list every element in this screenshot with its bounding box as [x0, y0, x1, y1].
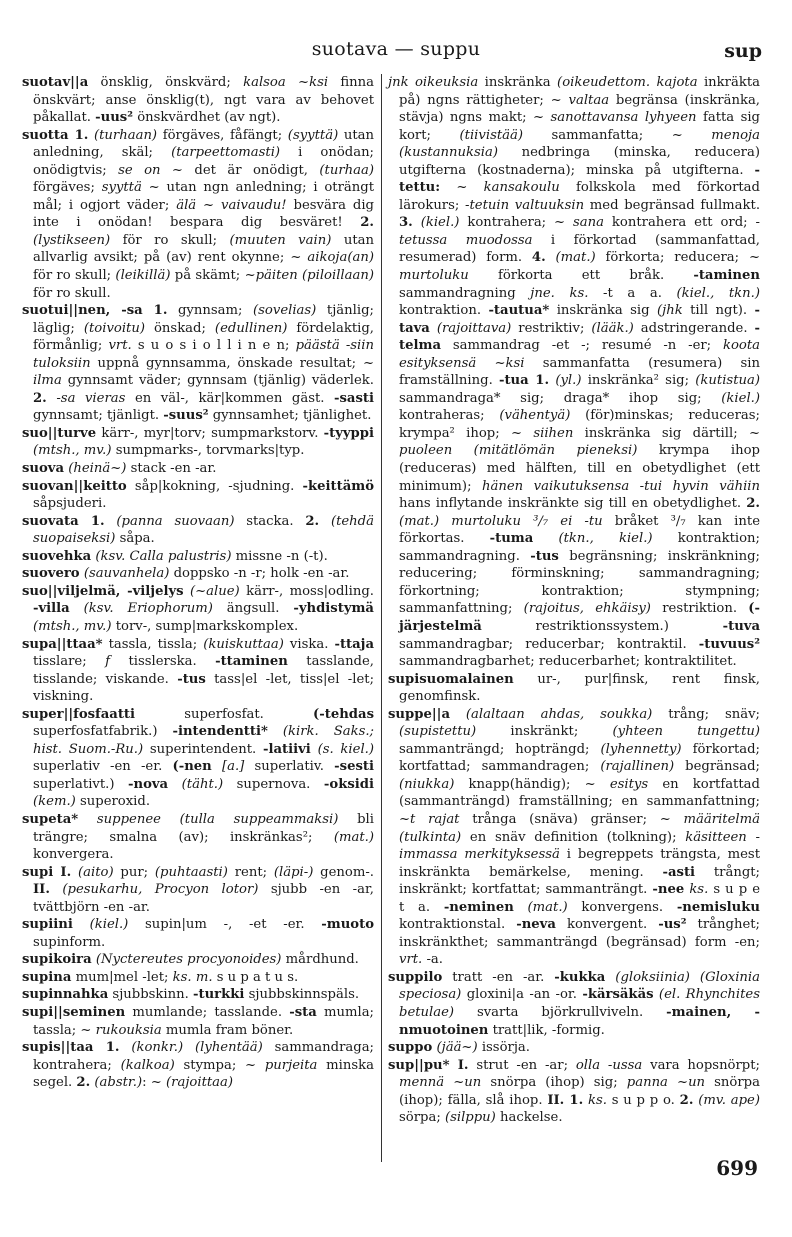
right-column — [388, 74, 760, 1127]
dictionary-entry: sup||pu* I. strut -en -ar; olla -ussa vara hopsnörpt; mennä ~un snörpa (ihop) sig; panna ~un snörpa (ihop); fälla, slå ihop. II. 1. ks. s u p p o. 2. (mv. ape) sörpa; (silppu) hackelse. — [388, 1057, 760, 1126]
dictionary-entry: supi I. (aito) pur; (puhtaasti) rent; (läpi-) genom-. II. (pesukarhu, Procyon lotor) sjubb -en -ar, tvättbjörn -en -ar. — [22, 864, 374, 915]
dictionary-entry: supa||ttaa* tassla, tissla; (kuiskuttaa) viska. -ttaja tisslare; f tisslerska. -ttaminen tasslande, tisslande; viskande. -tus tass|el -let, tiss|el -let; viskning. — [22, 636, 375, 705]
dictionary-entry: supis||taa 1. (konkr.) (lyhentää) sammandraga; kontrahera; (kalkoa) stympa; ~ purjeita minska segel. 2. (abstr.): ~ (rajoittaa) — [22, 1040, 374, 1091]
dictionary-entry: supiini (kiel.) supin|um -, -et -er. -muoto supinform. — [22, 917, 374, 950]
dictionary-entry: supina mum|mel -let; ks. m. s u p a t u s. — [22, 969, 299, 985]
dictionary-entry: suovata 1. (panna suovaan) stacka. 2. (tehdä suopaiseksi) såpa. — [22, 513, 374, 547]
dictionary-entry: suovehka (ksv. Calla palustris) missne -n (-t). — [22, 548, 328, 564]
dictionary-entry: suo||viljelmä, -viljelys (~alue) kärr-, moss|odling. -villa (ksv. Eriophorum) ängsull. -yhdistymä (mtsh., mv.) torv-, sump|markskomplex. — [22, 583, 374, 634]
column-divider — [381, 74, 382, 1162]
dictionary-entry: suotav||a önsklig, önskvärd; kalsoa ~ksi finna önskvärt; anse önsklig(t), ngt vara av behovet påkallat. -uus² önskvärdhet (av ngt). — [22, 75, 375, 126]
page-header — [0, 38, 792, 68]
dictionary-entry: suova (heinä~) stack -en -ar. — [22, 461, 217, 477]
dictionary-entry: supinnahka sjubbskinn. -turkki sjubbskinnspäls. — [22, 987, 360, 1003]
page-number: 699 — [716, 1156, 758, 1180]
dictionary-entry: supeta* suppenee (tulla suppeammaksi) bli trängre; smalna (av); inskränkas²; (mat.) konvergera. — [22, 811, 374, 863]
dictionary-entry: super||fosfaatti superfosfat. (-tehdas superfosfatfabrik.) -intendentti* (kirk. Saks.; hist. Suom.-Ru.) superintendent. -latiivi (s. kiel.) superlativ -en -er. (-nen [a.] superlativ. -sesti superlativt.) -nova (täht.) supernova. -oksidi (kem.) superoxid. — [22, 706, 374, 810]
dictionary-entry: suppe||a (alaltaan ahdas, soukka) trång; snäv; (supistettu) inskränkt; (yhteen tungettu) sammanträngd; hopträngd; (lyhennetty) förkortad; kortfattad; sammandragen; (rajallinen) begränsad; (niukka) knapp(händig); ~ esitys en kortfattad (sammanträngd) framställning; en sammanfattning; ~t rajat trånga (snäva) gränser; ~ määritelmä (tulkinta) en snäv definition (tolkning); käsitteen -immassa merkityksessä i begreppets trängsta, mest inskränkta bemärkelse, mening. -asti trångt; inskränkt; kortfattat; sammanträngt. -nee ks. s u p e t a. -neminen (mat.) konvergens. -nemisluku kontraktionstal. -neva konvergent. -us² trånghet; inskränkthet; sammanträngd (begränsad) form -en; vrt. -a. — [388, 706, 761, 968]
left-column — [22, 74, 374, 1092]
running-title: suotava — suppu — [311, 38, 481, 60]
dictionary-entry: supisuomalainen ur-, pur|finsk, rent finsk, genomfinsk. — [388, 671, 760, 705]
dictionary-entry: suovero (sauvanhela) doppsko -n -r; holk -en -ar. — [22, 566, 350, 582]
dictionary-entry: supi||seminen mumlande; tasslande. -sta mumla; tassla; ~ rukouksia mumla fram böner. — [22, 1004, 374, 1038]
dictionary-entry: supikoira (Nyctereutes procyonoides) mårdhund. — [22, 952, 359, 968]
dictionary-entry: suppilo tratt -en -ar. -kukka (gloksiinia) (Gloxinia speciosa) gloxini|a -an -or. -kärsäkäs (el. Rhynchites betulae) svarta björkrullviveln. -mainen, -nmuotoinen tratt|lik, -formig. — [388, 969, 760, 1038]
dictionary-entry: suppo (jää~) issörja. — [388, 1040, 530, 1056]
dictionary-entry: suovan||keitto såp|kokning, -sjudning. -keittämö såpsjuderi. — [22, 478, 374, 512]
dictionary-entry: jnk oikeuksia inskränka (oikeudettom. kajota inkräkta på) ngns rättigheter; ~ valtaa begränsa (inskränka, stävja) ngns makt; ~ sanottavansa lyhyeen fatta sig kort; (tiivistää) sammanfatta; ~ menoja (kustannuksia) nedbringa (minska, reducera) utgifterna (kostnaderna); minska på utgifterna. -tettu: ~ kansakoulu folkskola med förkortad lärokurs; -tetuin valtuuksin med begränsad fullmakt. 3. (kiel.) kontrahera; ~ sana kontrahera ett ord; -tetussa muodossa i förkortad (sammanfattad, resumerad) form. 4. (mat.) förkorta; reducera; ~ murtoluku förkorta ett bråk. -taminen sammandragning jne. ks. -t a a. (kiel., tkn.) kontraktion. -tautua* inskränka sig (jhk till ngt). -tava (rajoittava) restriktiv; (lääk.) adstringerande. -telma sammandrag -et -; resumé -n -er; koota esityksensä ~ksi sammanfatta (resumera) sin framställning. -tua 1. (yl.) inskränka² sig; (kutistua) sammandraga* sig; draga* ihop sig; (kiel.) kontraheras; (vähentyä) (för)minskas; reduceras; krympa² ihop; ~ siihen inskränka sig därtill; ~ puoleen (mitätlömän pieneksi) krympa ihop (reduceras) med hälften, till en obetydlighet (ett minimum); hänen vaikutuksensa -tui hyvin vähiin hans inflytande inskränkte sig till en obetydlighet. 2. (mat.) murtoluku ³/₇ ei -tu bråket ³/₇ kan inte förkortas. -tuma (tkn., kiel.) kontraktion; sammandragning. -tus begränsning; inskränkning; reducering; förminskning; sammandragning; förkortning; kontraktion; stympning; sammanfattning; (rajoitus, ehkäisy) restriktion. (-järjestelmä restriktionssystem.) -tuva sammandragbar; reducerbar; kontraktil. -tuvuus² sammandragbarhet; reducerbarhet; kontraktilitet. — [388, 75, 761, 670]
dictionary-entry: suotui||nen, -sa 1. gynnsam; (sovelias) tjänlig; läglig; (toivoitu) önskad; (edullinen) fördelaktig, förmånlig; vrt. s u o s i o l l i n e n; päästä -siin tuloksiin uppnå gynnsamma, önskade resultat; ~ ilma gynnsamt väder; gynnsam (tjänlig) väderlek. 2. -sa vieras en väl-, kär|kommen gäst. -sasti gynnsamt; tjänligt. -suus² gynnsamhet; tjänlighet. — [22, 303, 374, 424]
dictionary-entry: suo||turve kärr-, myr|torv; sumpmarkstorv. -tyyppi (mtsh., mv.) sumpmarks-, torvmarks|typ. — [22, 425, 374, 459]
dictionary-entry: suotta 1. (turhaan) förgäves, fåfängt; (syyttä) utan anledning, skäl; (tarpeettomasti) i onödan; onödigtvis; se on ~ det är onödigt, (turhaa) förgäves; syyttä ~ utan ngn anledning; i oträngt mål; i ogjort väder; älä ~ vaivaudu! besvära dig inte i onödan! bespara dig besväret! 2. (lystikseen) för ro skull; (muuten vain) utan allvarlig avsikt; på (av) rent okynne; ~ aikoja(an) för ro skull; (leikillä) på skämt; ~päiten (piloillaan) för ro skull. — [22, 127, 375, 301]
guide-word: sup — [724, 40, 762, 62]
